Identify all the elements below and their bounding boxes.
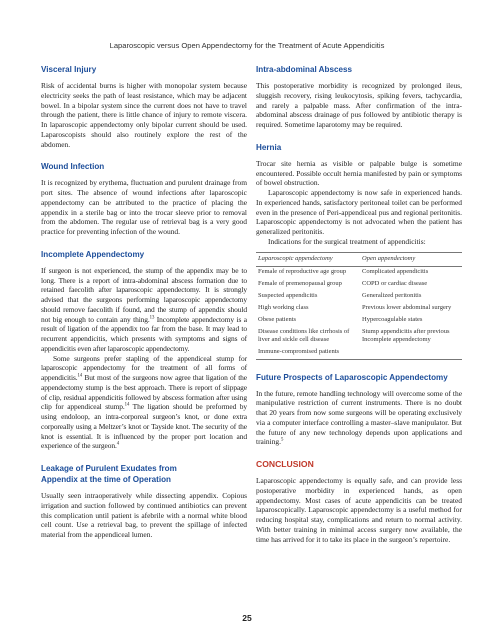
table-cell: Hypercoagulable states	[362, 316, 423, 323]
paragraph-hernia-3: Indications for the surgical treatment of appendicitis:	[268, 236, 426, 246]
heading-future-prospects: Future Prospects of Laparoscopic Appendectomy	[256, 372, 448, 382]
heading-leakage	[41, 463, 247, 485]
running-head: Laparoscopic versus Open Appendectomy for the Treatment of Acute Appendicitis	[109, 41, 385, 50]
heading-line: Appendix at the time of Operation	[41, 475, 171, 484]
text-run: The ligation should be preformed by using endoloop, an intra-corporeal surgeon’s knot, or done extra corporeally using a Meltzer’s knot or Tayside knot. The security of the knot is essential. It is influenced by the proper port location and experience of the surgeon.	[41, 402, 247, 451]
table-row	[256, 291, 462, 303]
table-cell: Female of reproductive age group	[258, 268, 347, 275]
paragraph-wound-infection: It is recognized by erythema, fluctuation and purulent drainage from port sites. The absence of wound infections after laparoscopic appendectomy can be attributed to the practice of placing the appendix in a sterile bag or into the trocar sleeve prior to removal from the abdomen. The regular use of retrieval bag is a very good practice for preventing infection of the wound.	[41, 178, 247, 236]
text-run: But most of the surgeons now agree that ligation of the appendectomy stump is the best approach. There is report of slippage of clip, residual appendicitis followed by abscess formation after using clip for appendiceal stump.	[41, 373, 247, 412]
citation-ref: 14	[124, 402, 130, 408]
heading-hernia: Hernia	[256, 142, 282, 152]
table-cell: COPD or cardiac disease	[362, 280, 428, 287]
table-row	[256, 303, 462, 315]
page-number: 25	[242, 613, 252, 623]
paragraph-incomplete-appendectomy-2	[41, 354, 247, 452]
table-cell: Disease conditions like cirrhosis of liver and sickle cell disease	[258, 328, 350, 343]
paragraph-visceral-injury: Risk of accidental burns is higher with monopolar system because electricity seeks the path of least resistance, which may be adjacent bowel. In a bipolar system since the current does not have to travel through the patient, there is little chance of injury to remote viscera. In laparoscopic appendectomy only bipolar current should be used. Laparoscopists should also routinely explore the rest of the abdomen.	[41, 81, 247, 149]
paragraph-incomplete-appendectomy-1	[41, 266, 247, 354]
table-row	[256, 327, 462, 347]
heading-incomplete-appendectomy: Incomplete Appendectomy	[41, 249, 145, 259]
heading-wound-infection: Wound Infection	[41, 162, 105, 172]
table-row	[256, 347, 462, 360]
citation-ref: 4	[116, 441, 120, 447]
table-cell	[360, 347, 462, 360]
paragraph-leakage: Usually seen intraoperatively while dissecting appendix. Copious irrigation and suction followed by continued antibiotics can prevent this complication until patient is afebrile with a normal white blood cell count. Use a retrieval bag, to prevent the spillage of infected material from the appendiceal lumen.	[41, 491, 247, 539]
table-cell: Complicated appendicitis	[362, 268, 429, 275]
table-cell: High working class	[258, 304, 309, 311]
table-cell: Female of premenopausal group	[258, 280, 342, 287]
table-row	[256, 315, 462, 327]
table-row	[256, 279, 462, 291]
table-cell: Previous lower abdominal surgery	[362, 304, 452, 311]
citation-ref: 5	[281, 437, 284, 443]
table-header-cell: Laparoscopic appendectomy	[256, 252, 360, 266]
table-header-row	[256, 252, 462, 266]
table-cell: Suspected appendicitis	[258, 292, 318, 299]
text-run: In the future, remote handling technology will overcome some of the manipulative restriction of current instruments. There is no doubt that 20 years from now some surgeons will be operating exclusively via a computer interface controlling a master–slave manipulator. But the future of any new technology depends upon applications and training.	[256, 388, 462, 447]
text-run: Incomplete appendectomy is a result of ligation of the appendix too far from the base. It may lead to recurrent appendicitis, which presents with symptoms and signs of appendicitis even after laparoscopic appendectomy.	[41, 314, 247, 353]
table-header-cell: Open appendectomy	[360, 252, 462, 266]
heading-line: Leakage of Purulent Exudates from	[41, 464, 177, 473]
paragraph-future-prospects	[256, 389, 462, 448]
paragraph-hernia-2: Laparoscopic appendectomy is now safe in experienced hands. In experienced hands, satisfactory peritoneal toilet can be performed even in the presence of Peri-appendiceal pus and regional peritonitis. Laparoscopic appendectomy is not advocated when the patient has generalized peritonitis.	[256, 188, 462, 236]
table-cell: Generalized peritonitis	[362, 292, 422, 299]
heading-conclusion: CONCLUSION	[256, 459, 314, 469]
text-run: Some surgeons prefer stapling of the appendiceal stump for laparoscopic appendectomy for the treatment of all forms of appendicitis.	[41, 353, 247, 382]
citation-ref: 13	[149, 315, 155, 321]
citation-ref: 14	[77, 373, 83, 379]
indications-table	[256, 252, 462, 360]
left-column	[41, 64, 247, 540]
heading-visceral-injury: Visceral Injury	[41, 65, 97, 74]
table-cell: Immune-compromised patients	[258, 348, 340, 355]
text-run: If surgeon is not experienced, the stump of the appendix may be to long. There is a report of intra-abdominal abscess formation due to retained faecolith after laparoscopic appendectomy. It is strongly advised that the surgeons performing laparoscopic appendectomy should remove faecolith if found, and the stump of appendix should not big enough to contain any thing.	[41, 265, 247, 324]
heading-intra-abdominal-abscess: Intra-abdominal Abscess	[256, 65, 352, 74]
table-cell: Stump appendicitis after previous Incomplete appendectomy	[362, 328, 450, 343]
right-column	[256, 64, 462, 544]
table-cell: Obese patients	[258, 316, 297, 323]
paragraph-abscess: This postoperative morbidity is recognized by prolonged ileus, sluggish recovery, rising leukocytosis, spiking fevers, tachycardia, and rarely a palpable mass. After confirmation of the intra-abdominal abscess drainage of pus followed by antibiotic therapy is required. Sometime laparotomy may be required.	[256, 81, 462, 129]
paragraph-hernia-1: Trocar site hernia as visible or palpable bulge is sometime encountered. Possible occult hernia manifested by pain or symptoms of bowel obstruction.	[256, 158, 462, 188]
table-row	[256, 266, 462, 279]
paragraph-conclusion: Laparoscopic appendectomy is equally safe, and can provide less postoperative morbidity in experienced hands, as open appendectomy. Most cases of acute appendicitis can be treated laparoscopically. Laparoscopic appendectomy is a useful method for reducing hospital stay, complications and return to normal activity. With better training in minimal access surgery now available, the time has arrived for it to take its place in the surgeon’s repertoire.	[256, 476, 462, 544]
